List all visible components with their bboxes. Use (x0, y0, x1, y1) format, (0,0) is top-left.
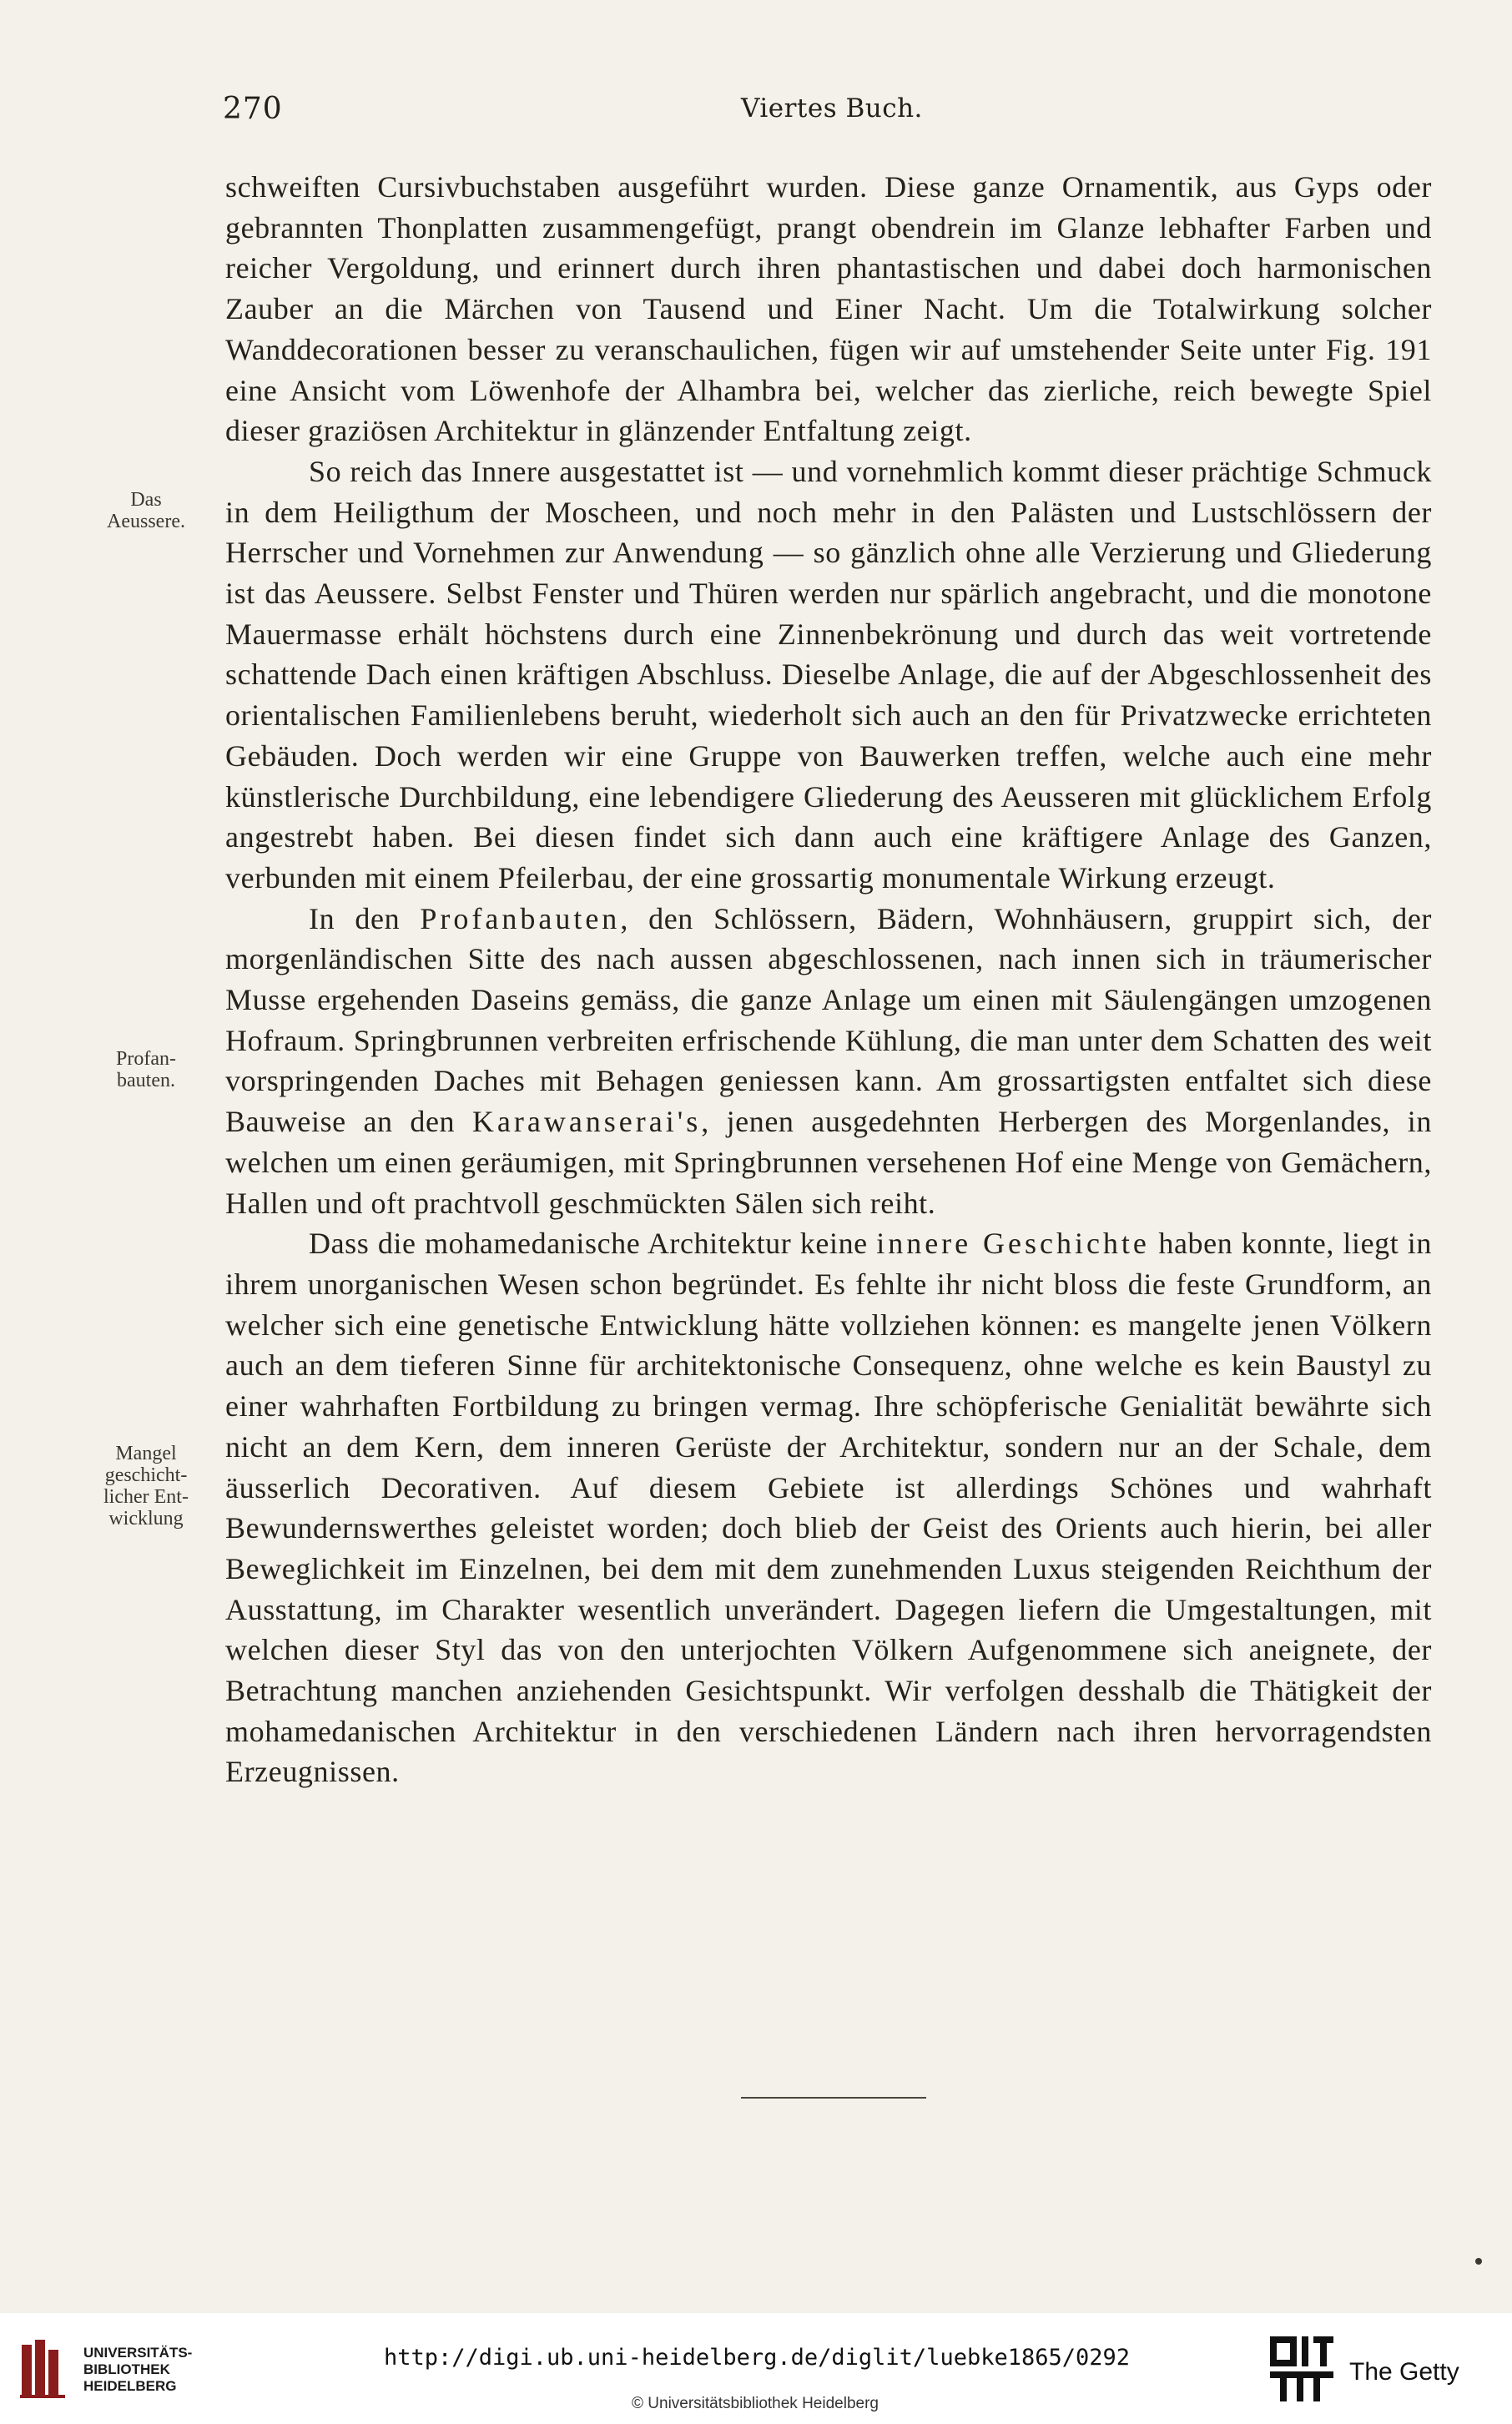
digitization-footer (0, 2313, 1512, 2424)
margin-note-line: licher Ent- (103, 1486, 189, 1508)
paragraph-2: So reich das Innere ausgestattet ist — und vornehmlich kommt dieser prächtige Schmuck in dem Heiligthum der Moscheen, und noch mehr in den Palästen und Lustschlössern der Herrscher und Vornehmen zur Anwendung — so gänzlich ohne alle Verzierung und Gliederung ist das Aeussere. Selbst Fenster und Thüren werden nur spärlich angebracht, und die monotone Mauermasse erhält höchstens durch eine Zinnenbekrönung und durch das weit vortretende schattende Dach einen kräftigen Abschluss. Dieselbe Anlage, die auf der Abgeschlossenheit des orientalischen Familienlebens beruht, wiederholt sich auch an den für Privatzwecke errichteten Gebäuden. Doch werden wir eine Gruppe von Bauwerken treffen, welche auch eine mehr künstlerische Durchbildung, eine lebendigere Gliederung des Aeusseren mit glücklichem Erfolg angestrebt haben. Bei diesen findet sich dann auch eine kräftigere Anlage des Ganzen, verbunden mit einem Pfeilerbau, der eine grossartig monumentale Wirkung erzeugt. (225, 454, 1432, 895)
margin-note-line: wicklung (108, 1508, 184, 1529)
paragraph-4 (225, 1223, 1432, 1792)
margin-note-mangel (83, 1443, 209, 1529)
running-title: Viertes Buch. (741, 93, 923, 123)
university-library-logo-icon (17, 2336, 68, 2401)
paragraph-4-text: Dass die mohamedanische Architektur keine (309, 1227, 877, 1261)
margin-note-line: bauten. (117, 1070, 175, 1091)
permalink-url[interactable]: http://digi.ub.uni-heidelberg.de/diglit/luebke1865/0292 (383, 2345, 1131, 2371)
paragraph-1: schweiften Cursivbuchstaben ausgeführt wurden. Diese ganze Ornamentik, aus Gyps oder gebrannten Thonplatten zusammengefügt, prangt obendrein im Glanze lebhafter Farben und reicher Vergoldung, und erinnert durch ihren phantastischen und dabei doch harmonischen Zauber an die Märchen von Tausend und Einer Nacht. Um die Totalwirkung solcher Wanddecorationen besser zu veranschaulichen, fügen wir auf umstehender Seite unter Fig. 191 eine Ansicht vom Löwenhofe der Alhambra bei, welcher das zierliche, reich bewegte Spiel dieser graziösen Architektur in glänzender Entfaltung zeigt. (225, 170, 1432, 448)
margin-note-profanbauten (83, 1048, 209, 1091)
body-text (225, 167, 1432, 1792)
getty-logo-icon (1268, 2335, 1335, 2403)
emphasis-innere-geschichte: innere Geschichte (876, 1227, 1150, 1261)
margin-note-line: geschicht- (104, 1464, 188, 1486)
copyright-notice: © Universitätsbibliothek Heidelberg (632, 2395, 879, 2412)
margin-note-line: Aeussere. (107, 511, 185, 532)
margin-note-line: Mangel (115, 1443, 177, 1464)
getty-label: The Getty (1349, 2358, 1459, 2386)
paragraph-3 (225, 899, 1432, 1224)
library-name-line: BIBLIOTHEK (83, 2361, 170, 2377)
paragraph-3-text: , jenen ausgedehnten Herbergen des Morgenlandes, in welchen um einen geräumigen, mit Springbrunnen versehenen Hof eine Menge von Gemächern, Hallen und oft prachtvoll geschmückten Sälen sich reiht. (225, 1105, 1432, 1220)
section-end-rule (741, 2097, 926, 2099)
ink-mark (1475, 2258, 1482, 2265)
margin-note-aeussere (83, 489, 209, 532)
paragraph-3-text: , den Schlössern, Bädern, Wohnhäusern, gruppirt sich, der morgenländischen Sitte des nach aussen abgeschlossenen, nach innen sich in träumerischer Musse ergehenden Daseins gemäss, die ganze Anlage um einen mit Säulengängen umzogenen Hofraum. Springbrunnen verbreiten erfrischende Kühlung, die man unter dem Schatten des weit vorspringenden Daches mit Behagen geniessen kann. Am grossartigsten entfaltet sich diese Bauweise an den (225, 901, 1432, 1139)
library-name-line: UNIVERSITÄTS- (83, 2345, 193, 2361)
emphasis-profanbauten: Profanbauten (420, 901, 621, 935)
paragraph-3-text: In den (309, 901, 421, 935)
library-name-line: HEIDELBERG (83, 2378, 177, 2394)
paragraph-4-text: haben konnte, liegt in ihrem unorganischen Wesen schon begründet. Es fehlte ihr nicht bloss die feste Grundform, an welcher sich eine genetische Entwicklung hätte vollziehen können: es mangelte jenen Völkern auch an dem tieferen Sinne für architektonische Consequenz, ohne welche es kein Baustyl zu einer wahrhaften Fortbildung zu bringen vermag. Ihre schöpferische Genialität bewährte sich nicht an dem Kern, dem inneren Gerüste der Architektur, sondern nur an der Schale, dem äusserlich Decorativen. Auf diesem Gebiete ist allerdings Schönes und wahrhaft Bewundernswerthes geleistet worden; doch blieb der Geist des Orients auch hierin, bei aller Beweglichkeit im Einzelnen, bei dem mit dem zunehmenden Luxus steigenden Reichthum der Ausstattung, im Charakter wesentlich unverändert. Dagegen liefern die Umgestaltungen, mit welchen dieser Styl das von den unterjochten Völkern Aufgenommene sich aneignete, der Betrachtung manchen anziehenden Gesichtspunkt. Wir verfolgen desshalb die Thätigkeit der mohamedanischen Architektur in den verschiedenen Ländern nach ihren hervorragendsten Erzeugnissen. (225, 1227, 1433, 1789)
emphasis-karawanserai: Karawanserai's (471, 1105, 702, 1139)
page-number: 270 (223, 92, 283, 126)
margin-note-line: Das (130, 489, 162, 511)
library-name (83, 2345, 192, 2395)
margin-note-line: Profan- (116, 1048, 176, 1070)
